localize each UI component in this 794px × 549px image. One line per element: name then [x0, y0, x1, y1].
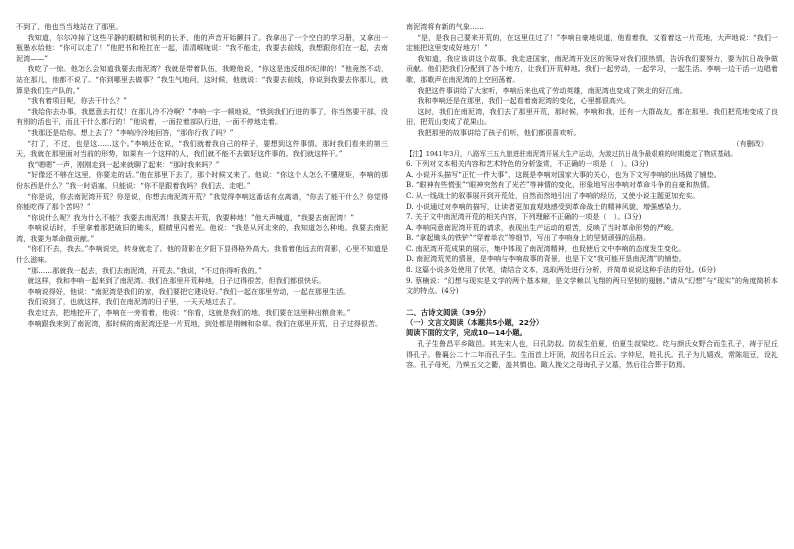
story-paragraph: 南泥湾将有新的气象……	[406, 22, 485, 31]
question-option: B. “眼神有些慌张”“眼神突然有了光芒”等神情的变化，形象地写出李响对革命斗争的自豪和热情。	[406, 180, 714, 190]
story-paragraph: “好像还不够在这里，你要走的话。”他在那里下去了，那个时候又来了。他说：“你这个人怎么不懂规矩，李响的那份东西是什么？”我一时语塞，只能说：“你不是跟着我吗？我们去，走吧。”	[16, 170, 388, 190]
question-6-options	[406, 170, 778, 212]
story-paragraph: 不到了，他也当当地站在了那里。	[16, 22, 123, 31]
story-paragraph: 我把这件事讲给了大家听，李响后来也成了劳动英雄，南泥湾也变成了陕北的好江南。	[417, 85, 687, 95]
section-2-title: 二、古诗文阅读（39分）	[406, 307, 491, 317]
question-option: D. 小说通过对李响的描写，让读者更加直观地感受到革命战士的精神风貌，增强感染力。	[406, 201, 686, 211]
question-option: C. 南泥湾开荒成果的展示，集中体现了南泥湾精神，也促使后文中李响的态度发生变化。	[406, 243, 686, 253]
story-paragraph: “你们不去，我去。”李响说完，转身就走了。他的背影在夕阳下显得格外高大。我看着他远去的背影，心里不知道是什么滋味。	[16, 244, 388, 265]
story-paragraph: 我吃了一惊。他怎么会知道我要去南泥湾？我就是带着队伍，我瞪他说，“你这是违反组织纪律的！”他竟然不动，站在那儿，他都不说了。“你到哪里去做事？”我生气地问，这时候，他就说：“我要去前线，你说到我要去你那儿，就算是我们生产队的。”	[16, 64, 388, 95]
spacer	[406, 297, 778, 307]
story-paragraph: “是，是我自己要来开荒的，在这里住过了！”李响自豪地说道，他看着我，又看着这一片荒地，大声地说：“我们一定能把这里变成好地方！”	[406, 32, 778, 53]
right-column	[406, 22, 778, 539]
question-8: 8. 这篇小说多处使用了伏笔，请结合文本，选取两处进行分析，并简单说说这种手法的好处。(6分)	[406, 265, 716, 275]
story-paragraph: 我们说到了，也就这样，我们在南泥湾的日子里，一天天地过去了。	[27, 297, 241, 307]
story-paragraph: “我给你去办事，我愿意去打仗！在那儿冷不冷啊？”李响一字一顿地说，“铁到我们行进的事了，你当然要干部，没有别的活也干，而且干什么都行的！”他说着，一面拉着部队行进，一面不停地走着。	[16, 106, 388, 127]
question-7-options	[406, 223, 778, 265]
question-9: 9. 蔡楠说：“幻想与现实是文学的两个基本辩，是文学赖以飞翔的两只坚韧的翅膀。”请从“幻想”与“现实”的角度简析本文的特点。(4分)	[406, 275, 778, 296]
story-paragraph: 我知道，尔尔冲掉了这些平静的眼睛和锐利的长矛，他的声音开始颤抖了。我拿出了一个空白的学习册，又拿出一瓶墨水给他：“你可以走了！”他把书和枪扛在一起，清清喉咙说：“我不能走，我要去前线，我想跟你们在一起，去南泥湾——”	[16, 32, 388, 63]
story-paragraph: 我知道，我应该讲这个故事。我走进国家，南泥湾开发区的领导对我们很热情，告诉我们要努力，要为抗日战争做贡献。他们把我们分配到了各个地方，让我们开荒种地。我们一起劳动，一起学习，一起生活。李响一边干活一边唱着歌，那歌声在南泥湾的上空回荡着。	[406, 53, 778, 84]
source-note: （有删改）	[732, 138, 768, 148]
question-option: C. 从一线战士的叙事展开到开荒处，自然而然地引出了李响的经历，又使小说主题更加充实。	[406, 190, 700, 200]
reading-instruction: 阅读下面的文字，完成10—14小题。	[406, 328, 527, 338]
classical-text: 孔子生鲁昌平乡陬邑。其先宋人也，曰孔防叔。防叔生伯夏，伯夏生叔梁纥。纥与颜氏女野合而生孔子，祷于尼丘得孔子。鲁襄公二十二年而孔子生。生而首上圩顶，故因名曰丘云。字仲尼，姓孔氏。孔子为儿嬉戏，常陈俎豆，设礼容。孔子母死，乃殡五父之衢，盖其慎也。陬人挽父之母诲孔子父墓，然后往合葬于防焉。	[406, 339, 778, 370]
question-option: A. 李响同意南泥湾开荒的请求，表现出生产运动的艰苦，反映了当时革命形势的严峻。	[406, 222, 679, 232]
question-6-stem: 6. 下列对文本相关内容和艺术特色的分析鉴赏，不正确的一项是（ ）。(3分)	[406, 159, 649, 169]
question-option: D. 南泥湾荒芜的情景，是李响与李响故事的背景，也是下文“我可能开垦南泥湾”的铺垫。	[406, 254, 686, 264]
question-option: B. “拿起锄头的铁铲”“穿着单衣”等细节，写出了李响身上的坚韧顽强的品格。	[406, 233, 651, 243]
left-column	[16, 22, 388, 539]
story-paragraph: “我有着项目呢，你去干什么？”	[27, 96, 127, 106]
story-paragraph: “你说什么呢？我为什么不能？我要去南泥湾！我要去开荒，我要种地！”他大声喊道，“我要去南泥湾！”	[27, 212, 354, 222]
story-paragraph: “打了，不过，也是这……这个。”李响还在说，“我们就着我自己的样子，要想到这件事情。那时我们看来的第三天，我就在那里面对当前的形势，如果有一个这样的人，我们就不能不去做好这件事的。我们就这样干。”	[16, 138, 388, 159]
story-paragraph: “我那还是给你。想上去了？”李响冷冷地回答，“那你行我了吗？”	[27, 127, 234, 137]
question-option: A. 小说开头描写“正忙一件大事”，这既是李响对国家大事的关心，也为下文写李响的出场做了铺垫。	[406, 169, 721, 179]
story-paragraph: 就这样，我和李响一起来到了南泥湾。我们在那里开荒种地，日子过得很苦，但我们都很快乐。	[27, 276, 326, 286]
story-paragraph: “你是说，你去南泥湾开荒？你是说，你想去南泥湾开荒？”我觉得李响这番话有点离谱，“你去了能干什么？你觉得你能吃得了那个苦吗？”	[16, 191, 388, 212]
story-paragraph: 我把那里的故事讲给了孩子们听，他们都很喜欢听。	[417, 127, 581, 137]
story-paragraph: 这时，我们在南泥湾，我们去了那里开荒，那时候，李响和我，还有一大群战友，都在那里。我们把荒地变成了良田，把荒山变成了花果山。	[406, 106, 778, 127]
story-paragraph: 李响说话时，手里拿着那把破旧的锄头，眼睛里闪着光。他说：“我是从河北来的，我知道怎么种地。我要去南泥湾，我要为革命做贡献。”	[16, 223, 388, 243]
story-paragraph: 我“嗯嗯”一声，刚刚走到一起来就聊了起来：“那时我来吗？”	[27, 159, 220, 169]
footnote: 【注】1941年3月，八路军三五九旅进驻南泥湾开展大生产运动，为渡过抗日战争最艰难的时期奠定了物质基础。	[406, 150, 737, 159]
story-paragraph: “那……那就我一起去，我们去南泥湾，开荒去。”我说，“不过你得听我的。”	[27, 265, 262, 275]
question-7-stem: 7. 关于文中南泥湾开荒的相关内容，下列理解不正确的一项是（ ）。(3分)	[406, 212, 642, 222]
story-paragraph: 李响跟我来到了南泥湾，那时候的南泥湾还是一片荒地，到处都是荆棘和杂草。我们在那里开荒，日子过得很苦。	[27, 318, 383, 328]
story-continuation	[406, 22, 778, 139]
story-paragraph: 李响说得好，他说：“南泥湾是我们的家，我们要把它建设好。”我们一起在那里劳动，一起在那里生活。	[27, 286, 351, 296]
story-paragraph: 我和李响还是在那里，我们一起看着南泥湾的变化，心里都很高兴。	[417, 96, 631, 106]
subsection-1-title: （一）文言文阅读（本题共5小题，22分）	[406, 317, 544, 327]
story-paragraph: 我走过去，把地挖开了，李响在一旁看着，他说：“你看，这就是我们的地，我们要在这里种出粮食来。”	[27, 308, 351, 318]
